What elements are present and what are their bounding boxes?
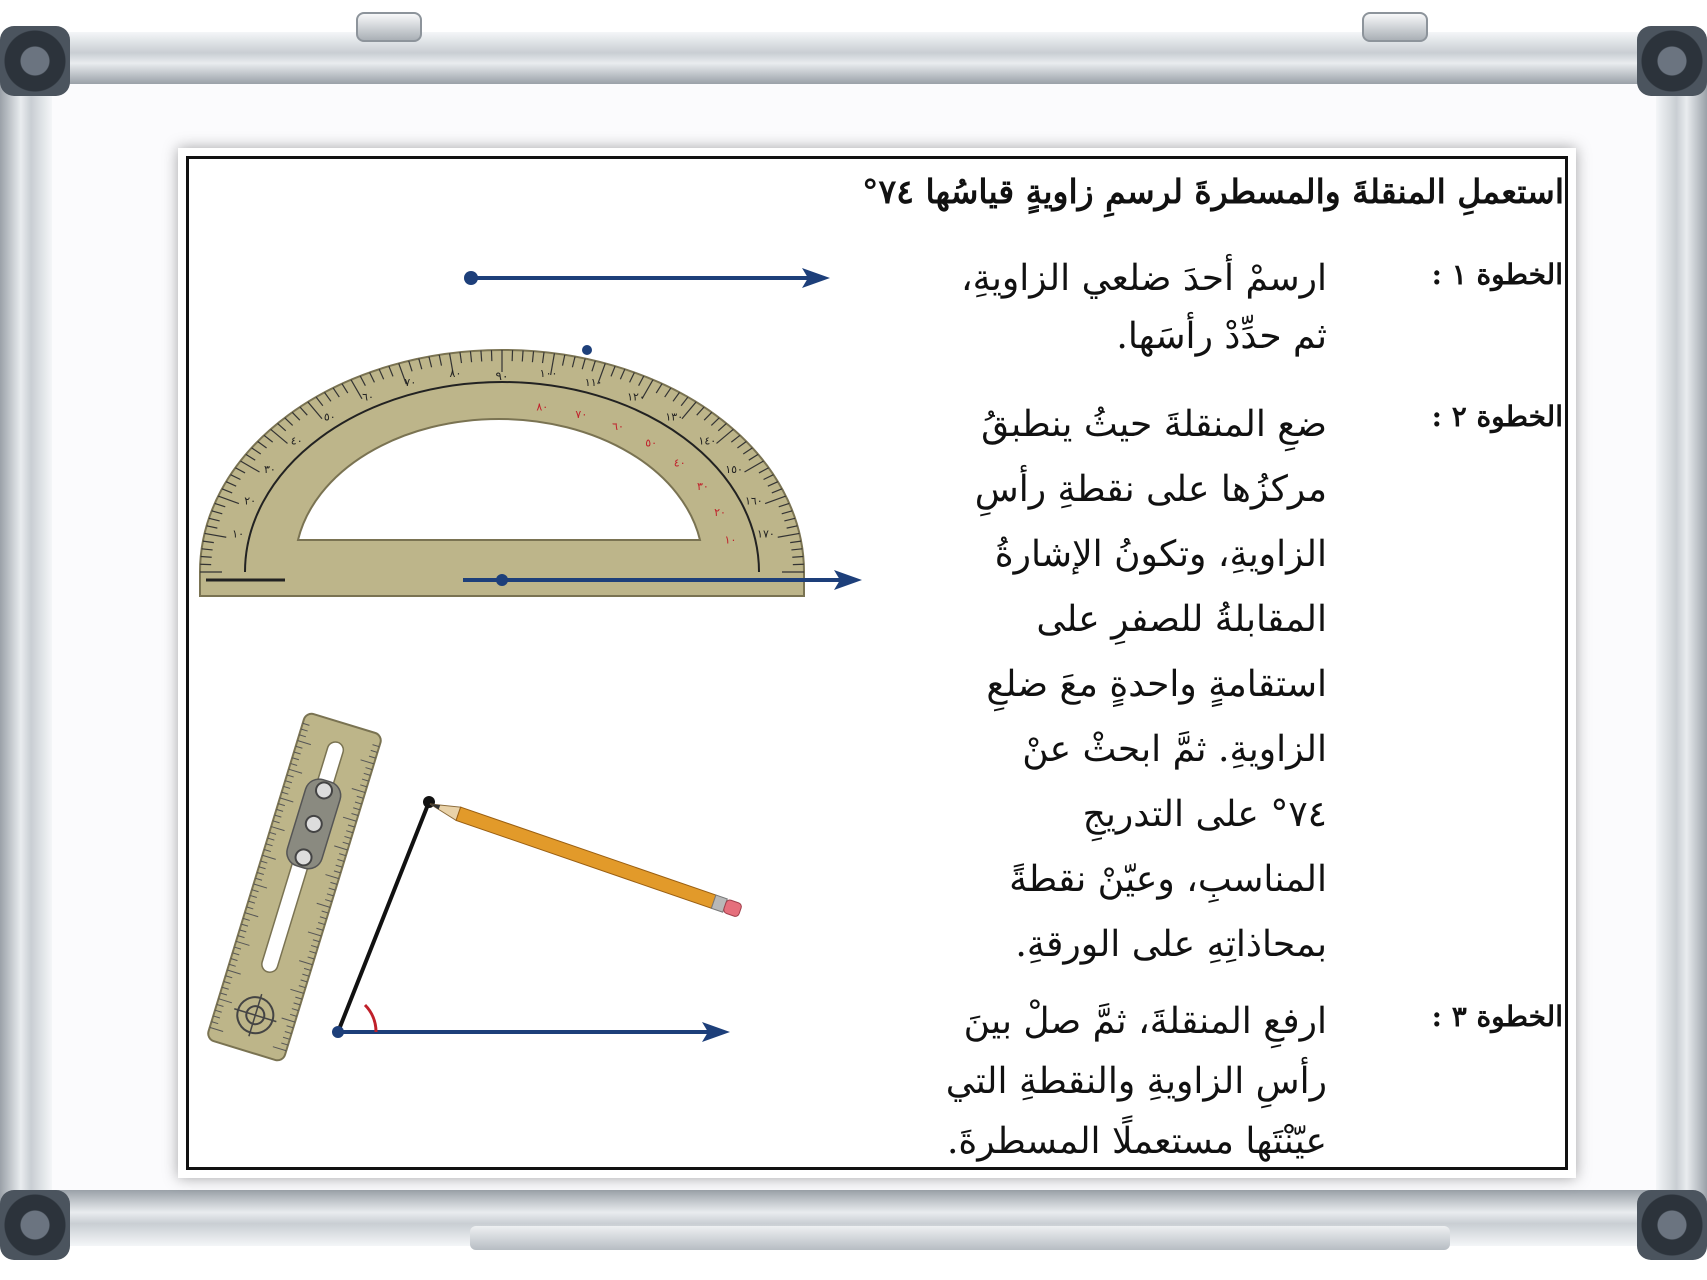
step-2-line: الزاويةِ. ثمَّ ابحثْ عنْ	[1022, 729, 1327, 770]
protractor-tick	[522, 351, 523, 362]
protractor-tick	[792, 557, 803, 558]
protractor-label: ٢٠	[714, 505, 726, 519]
step-3-line: عيّنْتَها مستعملًا المسطرةَ.	[946, 1121, 1327, 1162]
protractor-label: ١١٠	[584, 375, 603, 389]
step-2-line: الزاويةِ، وتكونُ الإشارةُ	[994, 534, 1327, 575]
protractor-label: ٧٠	[575, 407, 588, 421]
protractor-label: ٦٠	[362, 390, 374, 404]
protractor-label: ١٣٠	[665, 410, 684, 424]
angle-arc	[365, 1005, 376, 1032]
protractor-label: ٨٠	[449, 367, 462, 381]
step-1-line: ثم حدِّدْ رأسَها.	[1116, 316, 1327, 357]
protractor-label: ١٢٠	[627, 390, 645, 404]
step-2-line: المناسبِ، وعيّنْ نقطةً	[1009, 859, 1327, 900]
protractor-label: ٩٠	[495, 369, 509, 383]
protractor-label: ٧٠	[404, 375, 417, 389]
step-2-line: مركزُها على نقطةِ رأسِ	[974, 469, 1327, 510]
protractor-label: ١٠٠	[539, 367, 558, 381]
exercise-title: استعملِ المنقلةَ والمسطرةَ لرسمِ زاويةٍ قياسُها ٧٤°	[862, 172, 1564, 211]
pencil	[428, 797, 743, 917]
protractor-tick	[481, 351, 482, 362]
step-2-line: بمحاذاتِهِ على الورقةِ.	[1015, 924, 1327, 965]
protractor-label: ١٥٠	[725, 463, 743, 476]
marked-point-74	[582, 345, 592, 355]
protractor-label: ٤٠	[290, 434, 303, 448]
protractor	[200, 345, 804, 596]
protractor-label: ١٦٠	[744, 494, 763, 508]
protractor-label: ٥٠	[323, 410, 336, 424]
protractor-label: ١٤٠	[698, 434, 717, 448]
protractor-label: ١٠	[232, 527, 244, 541]
step-3-line: ارفعِ المنقلةَ، ثمَّ صلْ بينَ	[963, 1001, 1327, 1042]
protractor-label: ٣٠	[697, 480, 709, 493]
step-2-line: استقامةٍ واحدةٍ معَ ضلعِ	[986, 664, 1327, 705]
protractor-label: ٥٠	[645, 436, 658, 450]
protractor-label: ٦٠	[612, 419, 624, 433]
step-1-line: ارسمْ أحدَ ضلعي الزاويةِ،	[960, 258, 1327, 299]
step-2-line: المقابلةُ للصفرِ على	[1036, 599, 1327, 640]
protractor-label: ٣٠	[263, 463, 276, 476]
protractor-label: ١٧٠	[757, 527, 775, 541]
protractor-label: ٢٠	[244, 494, 257, 508]
protractor-tick	[201, 557, 212, 558]
step-2-line: ٧٤° على التدريجِ	[1082, 794, 1327, 835]
step-3-line: رأسِ الزاويةِ والنقطةِ التي	[945, 1061, 1327, 1102]
protractor-label: ١٠	[724, 533, 737, 547]
step-3-label: الخطوة ٣ :	[1431, 1000, 1563, 1033]
step-2-line: ضعِ المنقلةَ حيثُ ينطبقُ	[981, 404, 1327, 445]
step-1-ray	[464, 268, 830, 288]
step-2-label: الخطوة ٢ :	[1431, 400, 1563, 433]
protractor-label: ٤٠	[673, 456, 686, 470]
ruler	[206, 712, 382, 1062]
protractor-label: ٨٠	[536, 400, 549, 414]
step-1-label: الخطوة ١ :	[1431, 258, 1563, 291]
